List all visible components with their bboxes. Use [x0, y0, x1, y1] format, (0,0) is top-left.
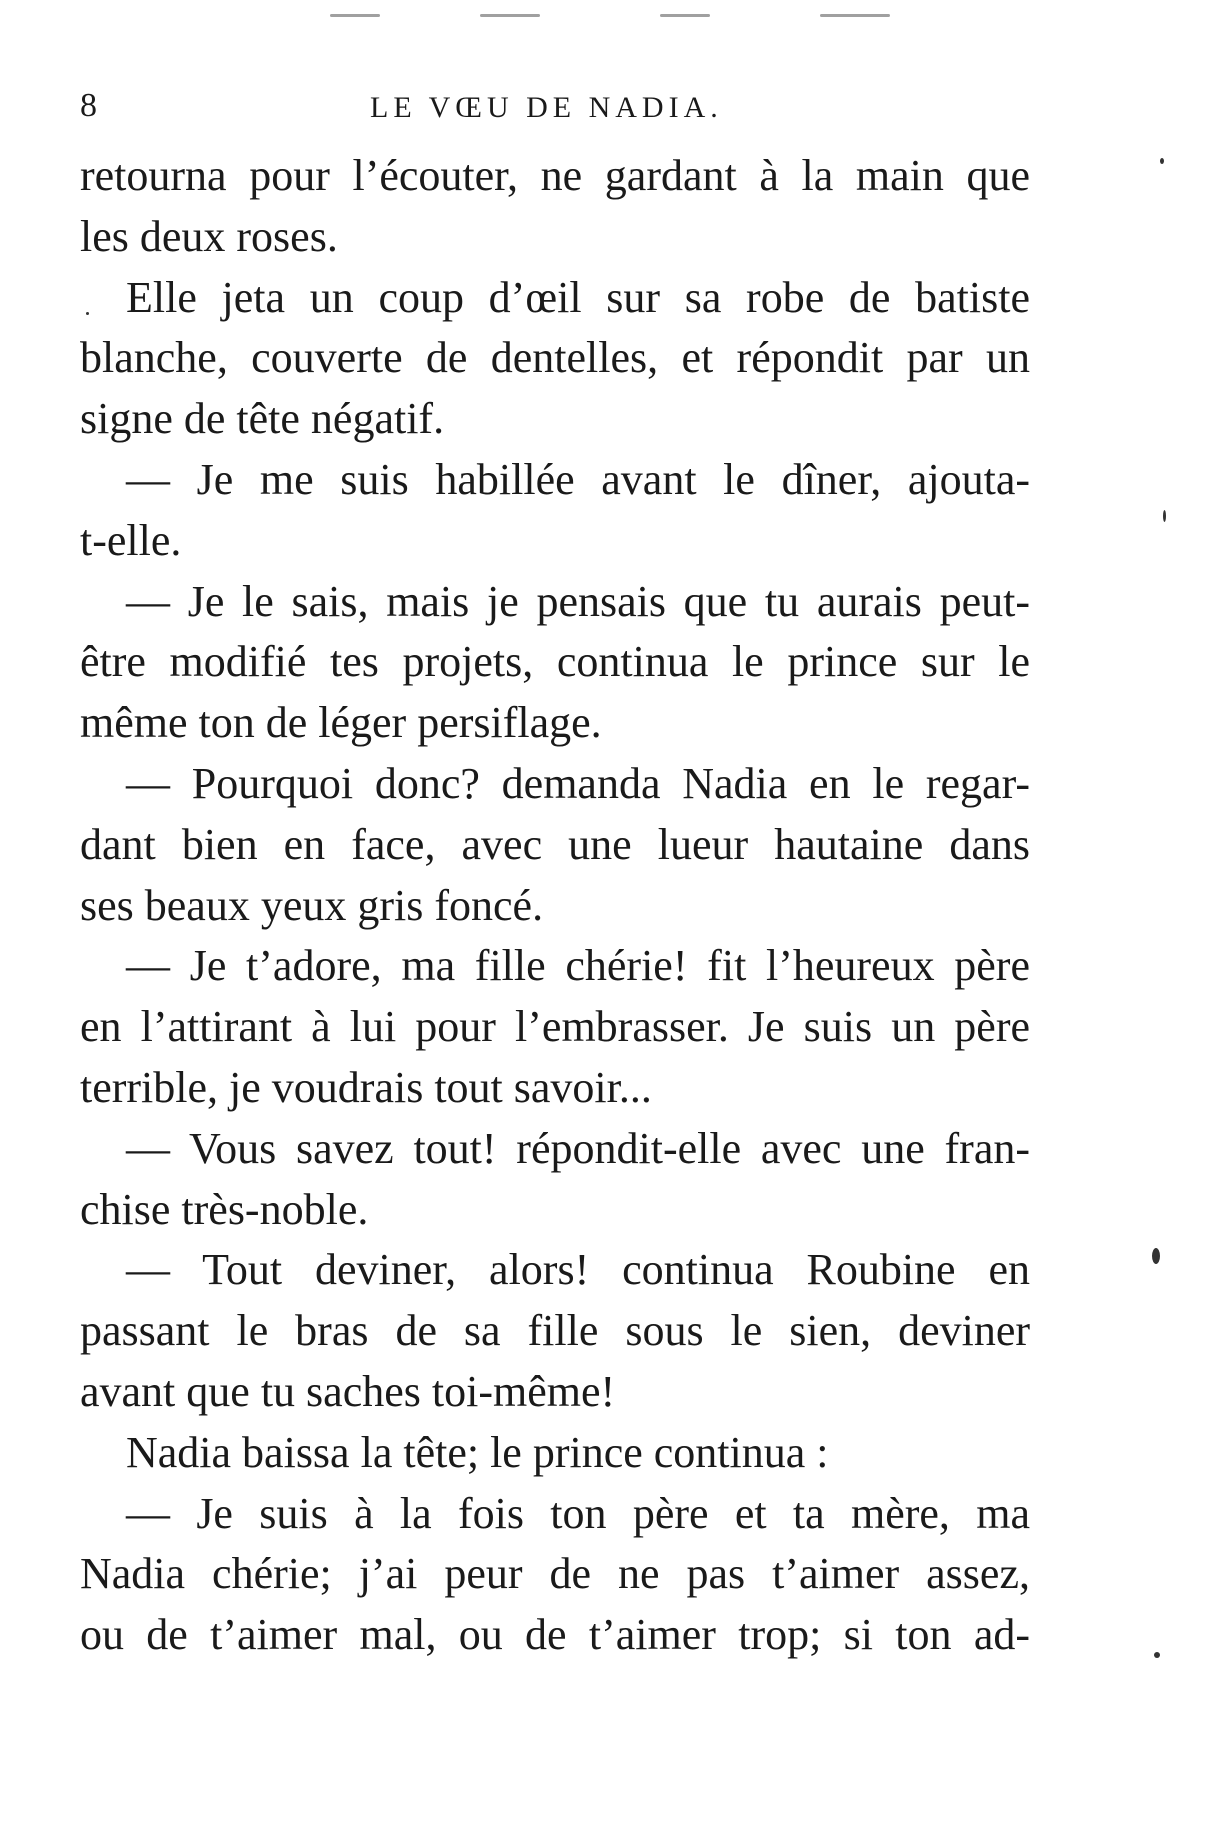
text-line: même ton de léger persiflage. — [80, 698, 602, 748]
body-text — [80, 146, 1030, 1666]
text-line: — Je suis à la fois ton père et ta mère, ma — [126, 1488, 1030, 1538]
text-line: — Je t’adore, ma fille chérie! fit l’heureux père — [126, 941, 1030, 991]
text-line: — Vous savez tout! répondit-elle avec une fran- — [126, 1123, 1030, 1173]
text-line: ou de t’aimer mal, ou de t’aimer trop; si ton ad- — [80, 1610, 1030, 1660]
text-line: retourna pour l’écouter, ne gardant à la main que — [80, 151, 1030, 200]
text-line: les deux roses. — [80, 211, 338, 261]
text-line: terrible, je voudrais tout savoir... — [80, 1062, 652, 1112]
text-line: signe de tête négatif. — [80, 394, 445, 444]
page-header — [80, 86, 1040, 136]
running-head: LE VŒU DE NADIA. — [370, 91, 723, 124]
text-line: Nadia chérie; j’ai peur de ne pas t’aimer assez, — [80, 1549, 1030, 1599]
text-line: en l’attirant à lui pour l’embrasser. Je suis un père — [80, 1002, 1030, 1052]
text-line: Elle jeta un coup d’œil sur sa robe de batiste — [126, 272, 1030, 322]
text-line: Nadia baissa la tête; le prince continua : — [126, 1427, 829, 1477]
text-line: blanche, couverte de dentelles, et répondit par un — [80, 333, 1030, 383]
text-line: être modifié tes projets, continua le prince sur le — [80, 637, 1030, 687]
text-line: avant que tu saches toi-même! — [80, 1366, 616, 1416]
scan-artifact-marks — [330, 10, 950, 24]
text-line: passant le bras de sa fille sous le sien, deviner — [80, 1306, 1030, 1356]
page-number: 8 — [80, 87, 97, 124]
text-line: — Je me suis habillée avant le dîner, ajouta- — [126, 454, 1030, 504]
text-line: dant bien en face, avec une lueur hautaine dans — [80, 819, 1030, 869]
text-line: — Je le sais, mais je pensais que tu aurais peut- — [126, 576, 1030, 626]
text-line: — Pourquoi donc? demanda Nadia en le regar- — [126, 758, 1030, 808]
text-line: chise très-noble. — [80, 1184, 369, 1234]
text-line: — Tout deviner, alors! continua Roubine en — [126, 1245, 1030, 1295]
text-line: ses beaux yeux gris foncé. — [80, 880, 544, 930]
text-line: t-elle. — [80, 515, 182, 565]
